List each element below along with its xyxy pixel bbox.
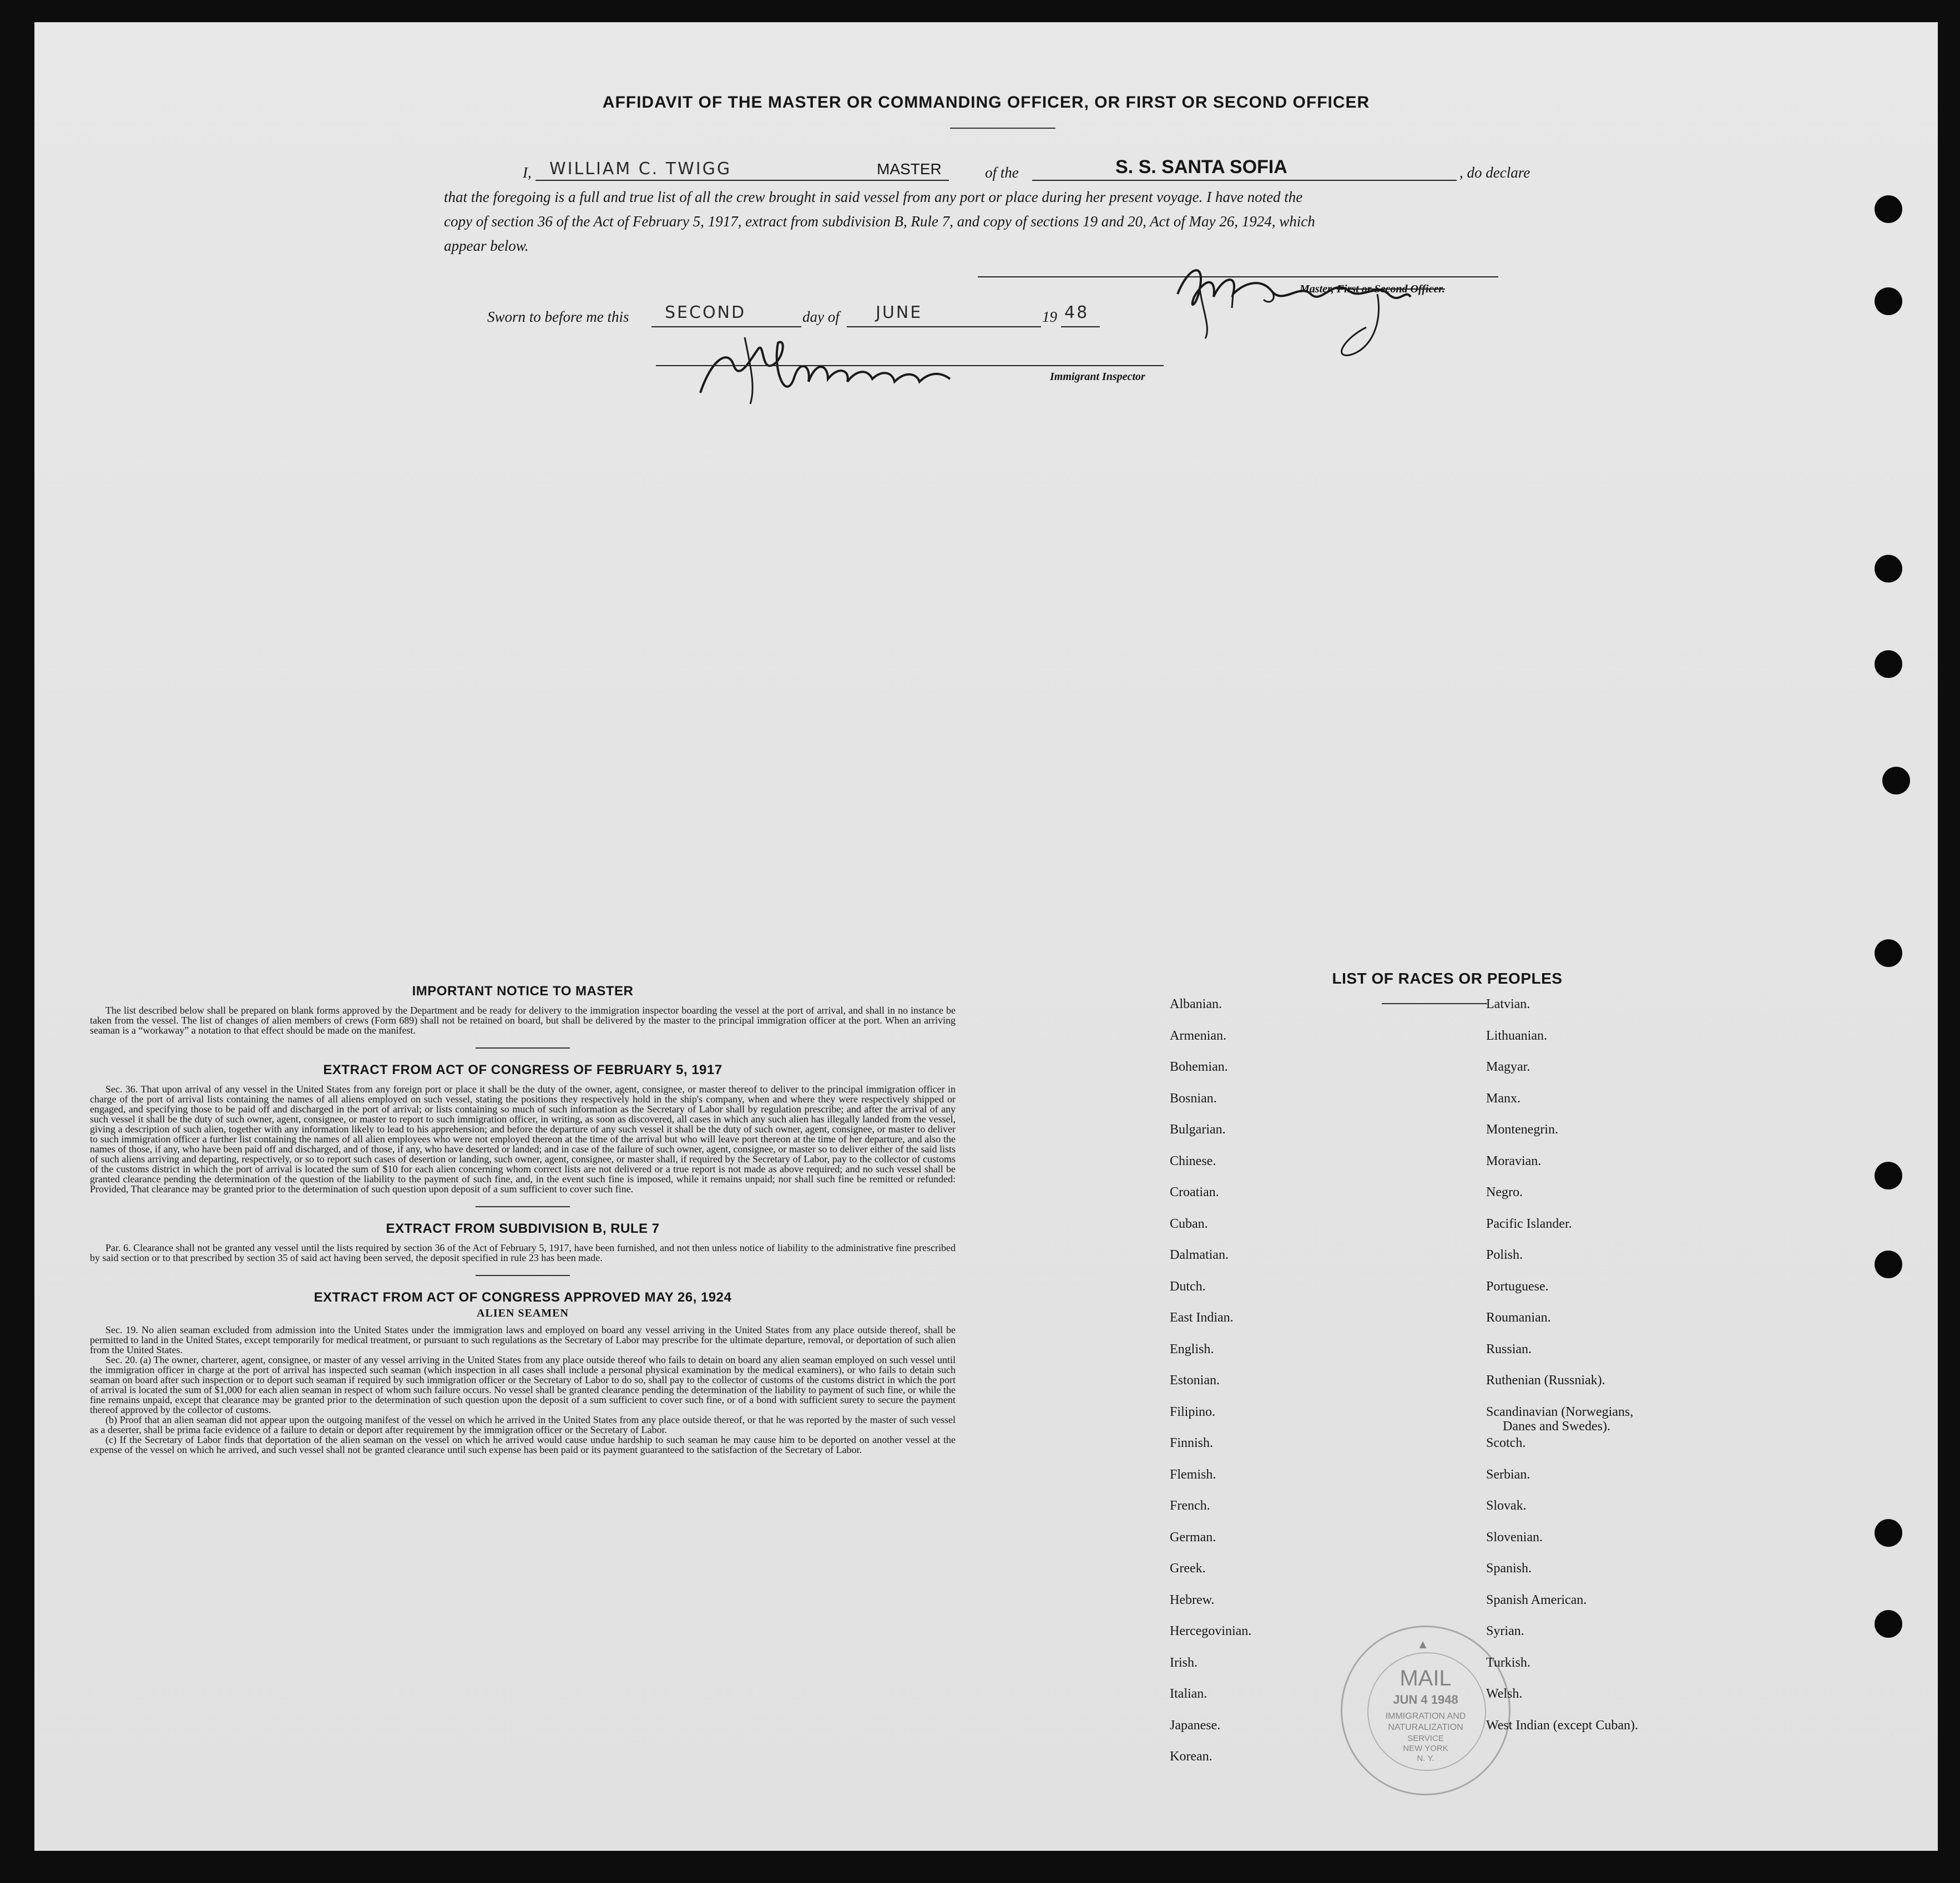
race-item: Negro. <box>1486 1185 1523 1199</box>
stamp-line-4: NEW YORK <box>1403 1744 1448 1753</box>
i-prefix: I, <box>523 164 532 181</box>
divider <box>476 1275 570 1276</box>
punch-hole <box>1875 1251 1902 1278</box>
inspector-signature-line <box>656 365 1164 366</box>
punch-hole <box>1875 1162 1902 1189</box>
races-title: LIST OF RACES OR PEOPLES <box>1332 970 1563 987</box>
affidavit-line-3: copy of section 36 of the Act of February 5, 1917, extract from subdivision B, Rule 7, and copy of sections 19 and 20, Act of May 26, 1924, which <box>444 213 1315 230</box>
race-item: Finnish. <box>1170 1436 1214 1450</box>
title-divider <box>950 128 1055 129</box>
extract-rule7-title: EXTRACT FROM SUBDIVISION B, RULE 7 <box>386 1221 660 1236</box>
race-item: Greek. <box>1170 1561 1206 1576</box>
stamp-line-5: N. Y. <box>1417 1754 1434 1763</box>
officer-role-struck: First or Second Officer. <box>1336 283 1445 295</box>
vessel-name: S. S. SANTA SOFIA <box>1115 156 1287 178</box>
inspector-signature <box>689 326 1000 409</box>
of-the-label: of the <box>985 164 1019 181</box>
punch-hole <box>1875 195 1902 223</box>
race-item: Italian. <box>1170 1687 1208 1701</box>
legal-notices <box>90 986 956 1455</box>
race-item: Dutch. <box>1170 1279 1206 1294</box>
punch-hole <box>1875 287 1902 315</box>
extract-1917-title: EXTRACT FROM ACT OF CONGRESS OF FEBRUARY 5, 1917 <box>323 1062 723 1077</box>
punch-hole <box>1875 555 1902 583</box>
race-item: Filipino. <box>1170 1404 1216 1419</box>
race-item: Syrian. <box>1486 1624 1524 1638</box>
race-item: Roumanian. <box>1486 1310 1551 1325</box>
master-role-caption <box>1300 283 1445 296</box>
race-item: Magyar. <box>1486 1060 1530 1074</box>
punch-hole <box>1875 650 1902 678</box>
race-item: Flemish. <box>1170 1467 1216 1482</box>
race-item: Hebrew. <box>1170 1592 1215 1607</box>
race-item: Croatian. <box>1170 1185 1219 1199</box>
document-page <box>34 22 1938 1851</box>
race-item: West Indian (except Cuban). <box>1486 1718 1638 1733</box>
stamp-line-1: IMMIGRATION AND <box>1385 1712 1466 1721</box>
extract-1924-sec20b: (b) Proof that an alien seaman did not appear upon the outgoing manifest of the vessel on which he arrived in the United States from any place outside thereof, or that he was reported by the master of such vessel as a deserter, shall be prima facie evidence of a failure to detain or deport after requirement by the immigration officer or the Secretary of Labor. <box>90 1414 956 1435</box>
race-item: Moravian. <box>1486 1153 1542 1168</box>
race-item: Spanish. <box>1486 1561 1532 1576</box>
stamp-date: JUN 4 1948 <box>1393 1693 1458 1707</box>
race-item: Albanian. <box>1170 997 1222 1011</box>
race-item: Scotch. <box>1486 1436 1526 1450</box>
sworn-month: JUNE <box>876 303 923 322</box>
race-item: Chinese. <box>1170 1153 1216 1168</box>
punch-hole <box>1882 767 1910 794</box>
do-declare-label: , do declare <box>1459 164 1530 181</box>
race-item: English. <box>1170 1342 1214 1356</box>
stamp-line-3: SERVICE <box>1407 1734 1444 1743</box>
race-item: Bulgarian. <box>1170 1122 1226 1137</box>
race-item: Latvian. <box>1486 997 1530 1011</box>
affidavit-line-2: that the foregoing is a full and true list of all the crew brought in said vessel from any port or place during her present voyage. I have noted the <box>444 189 1303 205</box>
race-item: Ruthenian (Russniak). <box>1486 1373 1605 1388</box>
stamp-ring-numerals: ▲ <box>1417 1637 1434 1651</box>
extract-1924-title: EXTRACT FROM ACT OF CONGRESS APPROVED MAY 26, 1924 <box>314 1290 732 1305</box>
rank: MASTER <box>877 160 942 178</box>
race-item: Russian. <box>1486 1342 1532 1356</box>
stamp-line-2: NATURALIZATION <box>1388 1723 1463 1732</box>
divider <box>476 1206 570 1207</box>
race-item: Spanish American. <box>1486 1592 1587 1607</box>
year-prefix: 19 <box>1042 308 1057 325</box>
master-signature <box>1166 244 1433 361</box>
race-item: Dalmatian. <box>1170 1248 1229 1262</box>
punch-hole <box>1875 939 1902 967</box>
year-suffix: 48 <box>1064 303 1089 322</box>
extract-rule7-text: Par. 6. Clearance shall not be granted any vessel until the lists required by section 36 of the Act of February 5, 1917, have been furnished, and not then unless notice of liability to the administrative fine prescribed by said section or to that prescribed by section 35 of said act having been served, the deposit specified in rule 23 has been made. <box>90 1242 956 1263</box>
race-item: Pacific Islander. <box>1486 1216 1572 1231</box>
race-item: Lithuanian. <box>1486 1028 1547 1043</box>
affidavit-line-1 <box>444 156 1537 185</box>
race-item: Irish. <box>1170 1655 1198 1670</box>
race-item: Slovak. <box>1486 1499 1527 1513</box>
race-item: Cuban. <box>1170 1216 1208 1231</box>
race-item: Estonian. <box>1170 1373 1220 1388</box>
extract-1924-sec20a: Sec. 20. (a) The owner, charterer, agent, consignee, or master of any vessel arriving in the United States from any place outside thereof who fails to detain on board any alien seaman employed on such vessel until the immigration officer in charge at the port of arrival has inspected such seaman (which inspection in all cases shall include a personal physical examination by the medical examiners), or who fails to detain such seaman on board after such inspection or to deport such seaman if required by such immigration officer or the Secretary of Labor to do so, shall pay to the collector of customs of the customs district in which the port of arrival is located the sum of $1,000 for each alien seaman in respect of whom such failure occurs. No vessel shall be granted clearance pending the determination of the liability to payment of such fine, or while the fine remains unpaid, except that clearance may be granted prior to the determination of such question upon the deposit of a sum sufficient to cover such fine, or of a bond with sufficient surety to secure the payment thereof approved by the collector of customs. <box>90 1354 956 1415</box>
punch-hole <box>1875 1610 1902 1638</box>
affidavit-title: AFFIDAVIT OF THE MASTER OR COMMANDING OFFICER, OR FIRST OR SECOND OFFICER <box>602 93 1370 112</box>
mail-received-stamp <box>1341 1626 1511 1795</box>
divider <box>476 1047 570 1049</box>
race-item: Montenegrin. <box>1486 1122 1558 1137</box>
inspector-label: Immigrant Inspector <box>1050 371 1145 383</box>
race-item: Serbian. <box>1486 1467 1530 1482</box>
race-item: Hercegovinian. <box>1170 1624 1252 1638</box>
race-item: Korean. <box>1170 1749 1213 1764</box>
sworn-day: SECOND <box>665 303 746 322</box>
race-item: Japanese. <box>1170 1718 1221 1733</box>
race-item: French. <box>1170 1499 1210 1513</box>
race-item: Scandinavian (Norwegians, <box>1486 1404 1634 1419</box>
notice-text: The list described below shall be prepared on blank forms approved by the Department and be ready for delivery to the immigration inspector boarding the vessel at the port of arrival, and shall in no instance be taken from the vessel. The list of changes of alien members of crews (Form 689) shall not be retained on board, but shall be delivered by the master to the principal immigration officer at the port. When an arriving seaman is a “workaway” a notation to that effect should be made on the manifest. <box>90 1005 956 1036</box>
extract-1917-text: Sec. 36. That upon arrival of any vessel in the United States from any foreign port or place it shall be the duty of the owner, agent, consignee, or master thereof to deliver to the principal immigration officer in charge of the port of arrival lists containing the names of all aliens employed on such vessel, stating the positions they respectively hold in the ship's company, when and where they were respectively shipped or engaged, and specifying those to be paid off and discharged in the port of arrival; or lists containing so much of such information as the Secretary of Labor shall by regulation prescribe; and after the arrival of any such vessel it shall be the duty of such owner, agent, consignee, or master to report to such immigration officer, in writing, as soon as discovered, all cases in which any such alien has illegally landed from the vessel, giving a description of such alien, together with any information likely to lead to his apprehension; and before the departure of any such vessel it shall be the duty of such owner, agent, consignee, or master to deliver to such immigration officer a further list containing the names of all alien employees who were not employed thereon at the time of the arrival but who will leave port thereon at the time of her departure, and also the names of those, if any, who have been paid off and discharged, and of those, if any, who have deserted or landed; and in case of the failure of such owner, agent, consignee, or master so to deliver either of the said lists of such aliens arriving and departing, respectively, or so to report such cases of desertion or landing, such owner, agent, consignee, or master shall, if required by the Secretary of Labor, pay to the collector of customs of the customs district in which the port of arrival is located the sum of $10 for each alien concerning whom correct lists are not delivered or a true report is not made as above required; and no such vessel shall be granted clearance pending the determination of the question of the liability to the payment of such fine, and, in the event such fine is imposed, while it remains unpaid; nor shall such fine be remitted or refunded: Provided, That clearance may be granted prior to the determination of such question upon deposit of a sum sufficient to cover such fine. <box>90 1084 956 1194</box>
race-item: East Indian. <box>1170 1310 1234 1325</box>
punch-hole <box>1875 1519 1902 1547</box>
sworn-prefix: Sworn to before me this <box>487 308 629 325</box>
race-item: Turkish. <box>1486 1655 1530 1670</box>
affidavit-line-4: appear below. <box>444 237 529 254</box>
race-item: Polish. <box>1486 1248 1523 1262</box>
races-divider <box>1382 1003 1487 1004</box>
extract-1924-sec19: Sec. 19. No alien seaman excluded from admission into the United States under the immigration laws and employed on board any vessel arriving in the United States from any place outside thereof, shall be permitted to land in the United States, except temporarily for medical treatment, or pursuant to such regulations as the Secretary of Labor may prescribe for the ultimate departure, removal, or deportation of such alien from the United States. <box>90 1324 956 1355</box>
day-of-label: day of <box>802 308 840 325</box>
race-item: Slovenian. <box>1486 1530 1543 1545</box>
notice-title: IMPORTANT NOTICE TO MASTER <box>412 984 634 999</box>
race-item: Welsh. <box>1486 1687 1523 1701</box>
race-item: Manx. <box>1486 1091 1520 1106</box>
race-item: Bohemian. <box>1170 1060 1228 1074</box>
extract-1924-sec20c: (c) If the Secretary of Labor finds that deportation of the alien seaman on the vessel on which he arrived would cause undue hardship to such seaman he may cause him to be deported on another vessel at the expense of the vessel on which he arrived, and such vessel shall not be granted clearance until such expense has been paid or its payment guaranteed to the satisfaction of the Secretary of Labor. <box>90 1434 956 1455</box>
master-name: WILLIAM C. TWIGG <box>549 159 732 179</box>
race-item: Portuguese. <box>1486 1279 1549 1294</box>
race-item: German. <box>1170 1530 1216 1545</box>
race-item: Danes and Swedes). <box>1503 1419 1610 1434</box>
stamp-mail: MAIL <box>1400 1666 1452 1690</box>
race-item: Bosnian. <box>1170 1091 1217 1106</box>
race-item: Armenian. <box>1170 1028 1226 1043</box>
extract-1924-subtitle: ALIEN SEAMEN <box>477 1307 569 1319</box>
master-role-label: Master, <box>1300 283 1334 295</box>
